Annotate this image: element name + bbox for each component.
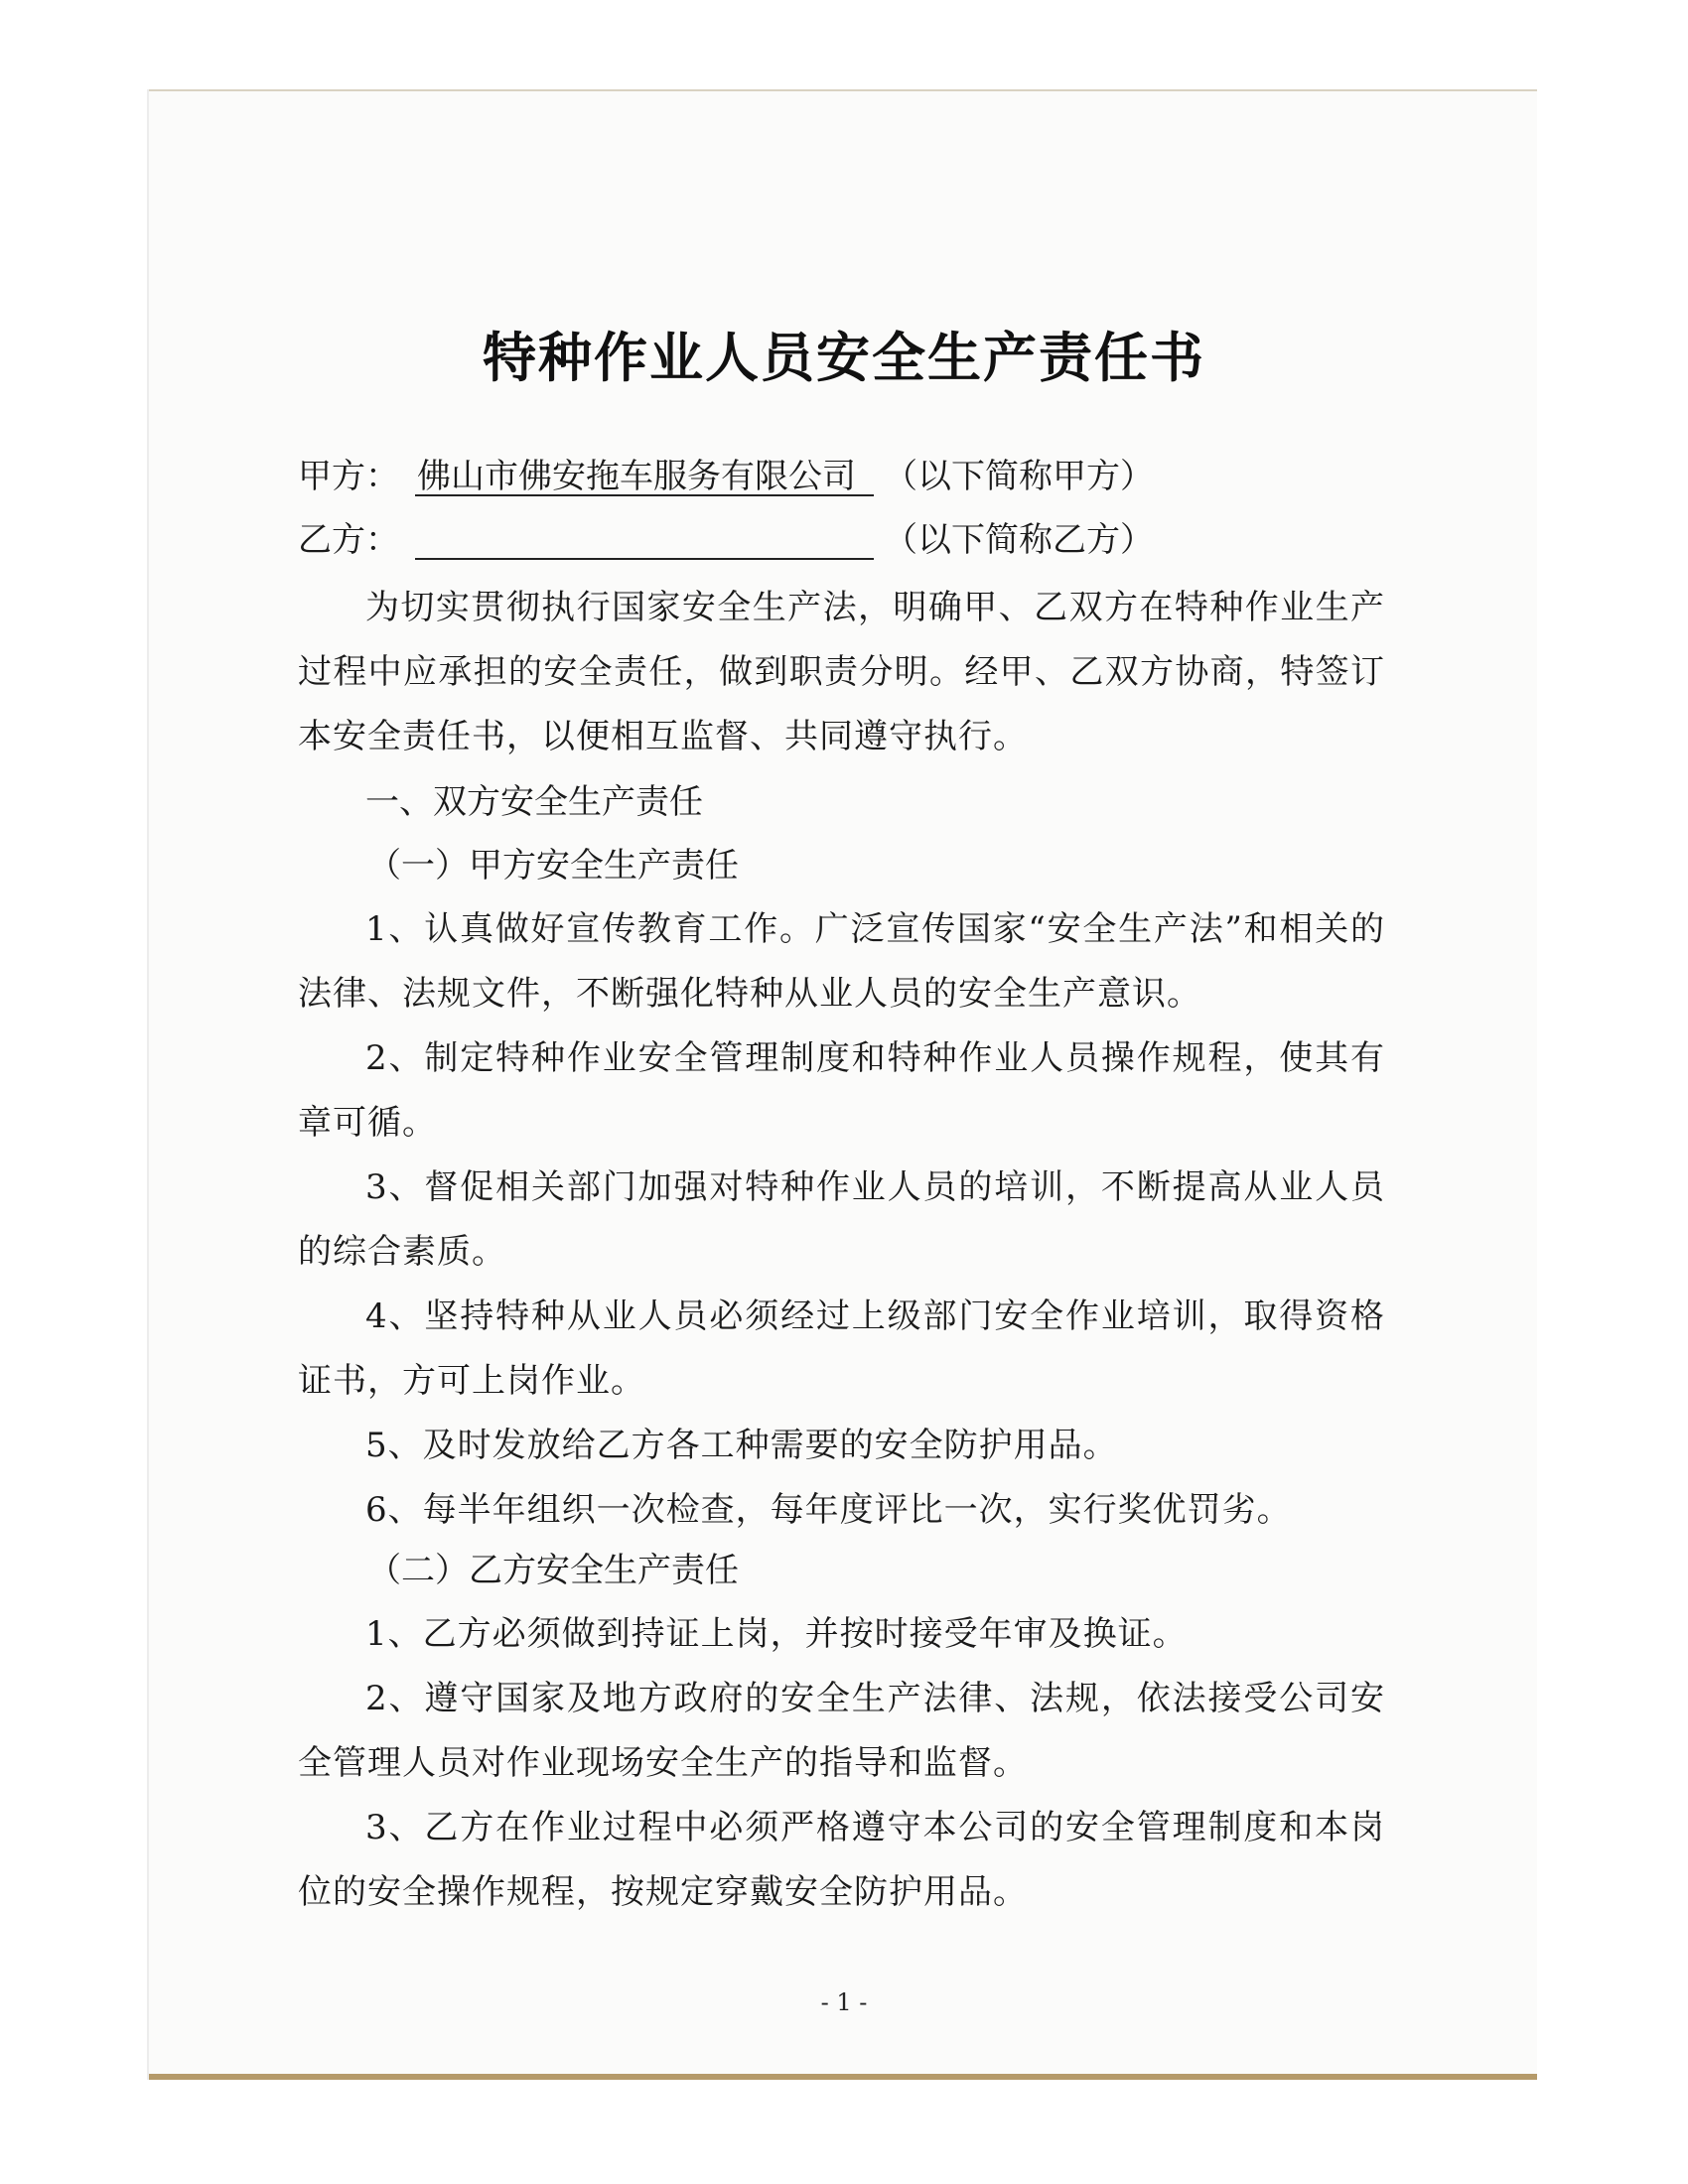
party-a-item-5: 5、及时发放给乙方各工种需要的安全防护用品。 [365, 1426, 1118, 1465]
party-a-name: 佛山市佛安拖车服务有限公司 [415, 457, 874, 496]
party-b-row [298, 520, 1154, 560]
party-b-label: 乙方： [298, 520, 399, 560]
intro-paragraph: 为切实贯彻执行国家安全生产法，明确甲、乙双方在特种作业生产过程中应承担的安全责任，做到职责分明。经甲、乙双方协商，特签订本安全责任书，以便相互监督、共同遵守执行。 [298, 588, 1385, 756]
section-heading: 一、双方安全生产责任 [365, 782, 703, 822]
party-a-item-1: 1、认真做好宣传教育工作。广泛宣传国家“安全生产法”和相关的法律、法规文件，不断强化特种从业人员的安全生产意识。 [298, 909, 1385, 1014]
party-a-responsibility-heading: （一）甲方安全生产责任 [367, 846, 739, 886]
party-a-row [298, 457, 1154, 496]
party-a-item-6: 6、每半年组织一次检查，每年度评比一次，实行奖优罚劣。 [365, 1490, 1292, 1530]
party-b-name-blank [415, 520, 874, 560]
document-title: 特种作业人员安全生产责任书 [483, 327, 1205, 389]
party-b-note: （以下简称乙方） [884, 520, 1154, 560]
party-b-item-3: 3、乙方在作业过程中必须严格遵守本公司的安全管理制度和本岗位的安全操作规程，按规定穿戴安全防护用品。 [298, 1808, 1385, 1912]
party-a-label: 甲方： [298, 457, 399, 496]
party-a-note: （以下简称甲方） [884, 457, 1154, 496]
party-b-responsibility-heading: （二）乙方安全生产责任 [367, 1551, 739, 1590]
party-a-item-3: 3、督促相关部门加强对特种作业人员的培训，不断提高从业人员的综合素质。 [298, 1167, 1385, 1272]
party-a-item-2: 2、制定特种作业安全管理制度和特种作业人员操作规程，使其有章可循。 [298, 1038, 1385, 1143]
party-a-item-4: 4、坚持特种从业人员必须经过上级部门安全作业培训，取得资格证书，方可上岗作业。 [298, 1297, 1385, 1401]
page-number: - 1 - [820, 1988, 868, 2016]
party-b-item-1: 1、乙方必须做到持证上岗，并按时接受年审及换证。 [365, 1614, 1188, 1654]
party-b-item-2: 2、遵守国家及地方政府的安全生产法律、法规，依法接受公司安全管理人员对作业现场安全生产的指导和监督。 [298, 1679, 1385, 1783]
